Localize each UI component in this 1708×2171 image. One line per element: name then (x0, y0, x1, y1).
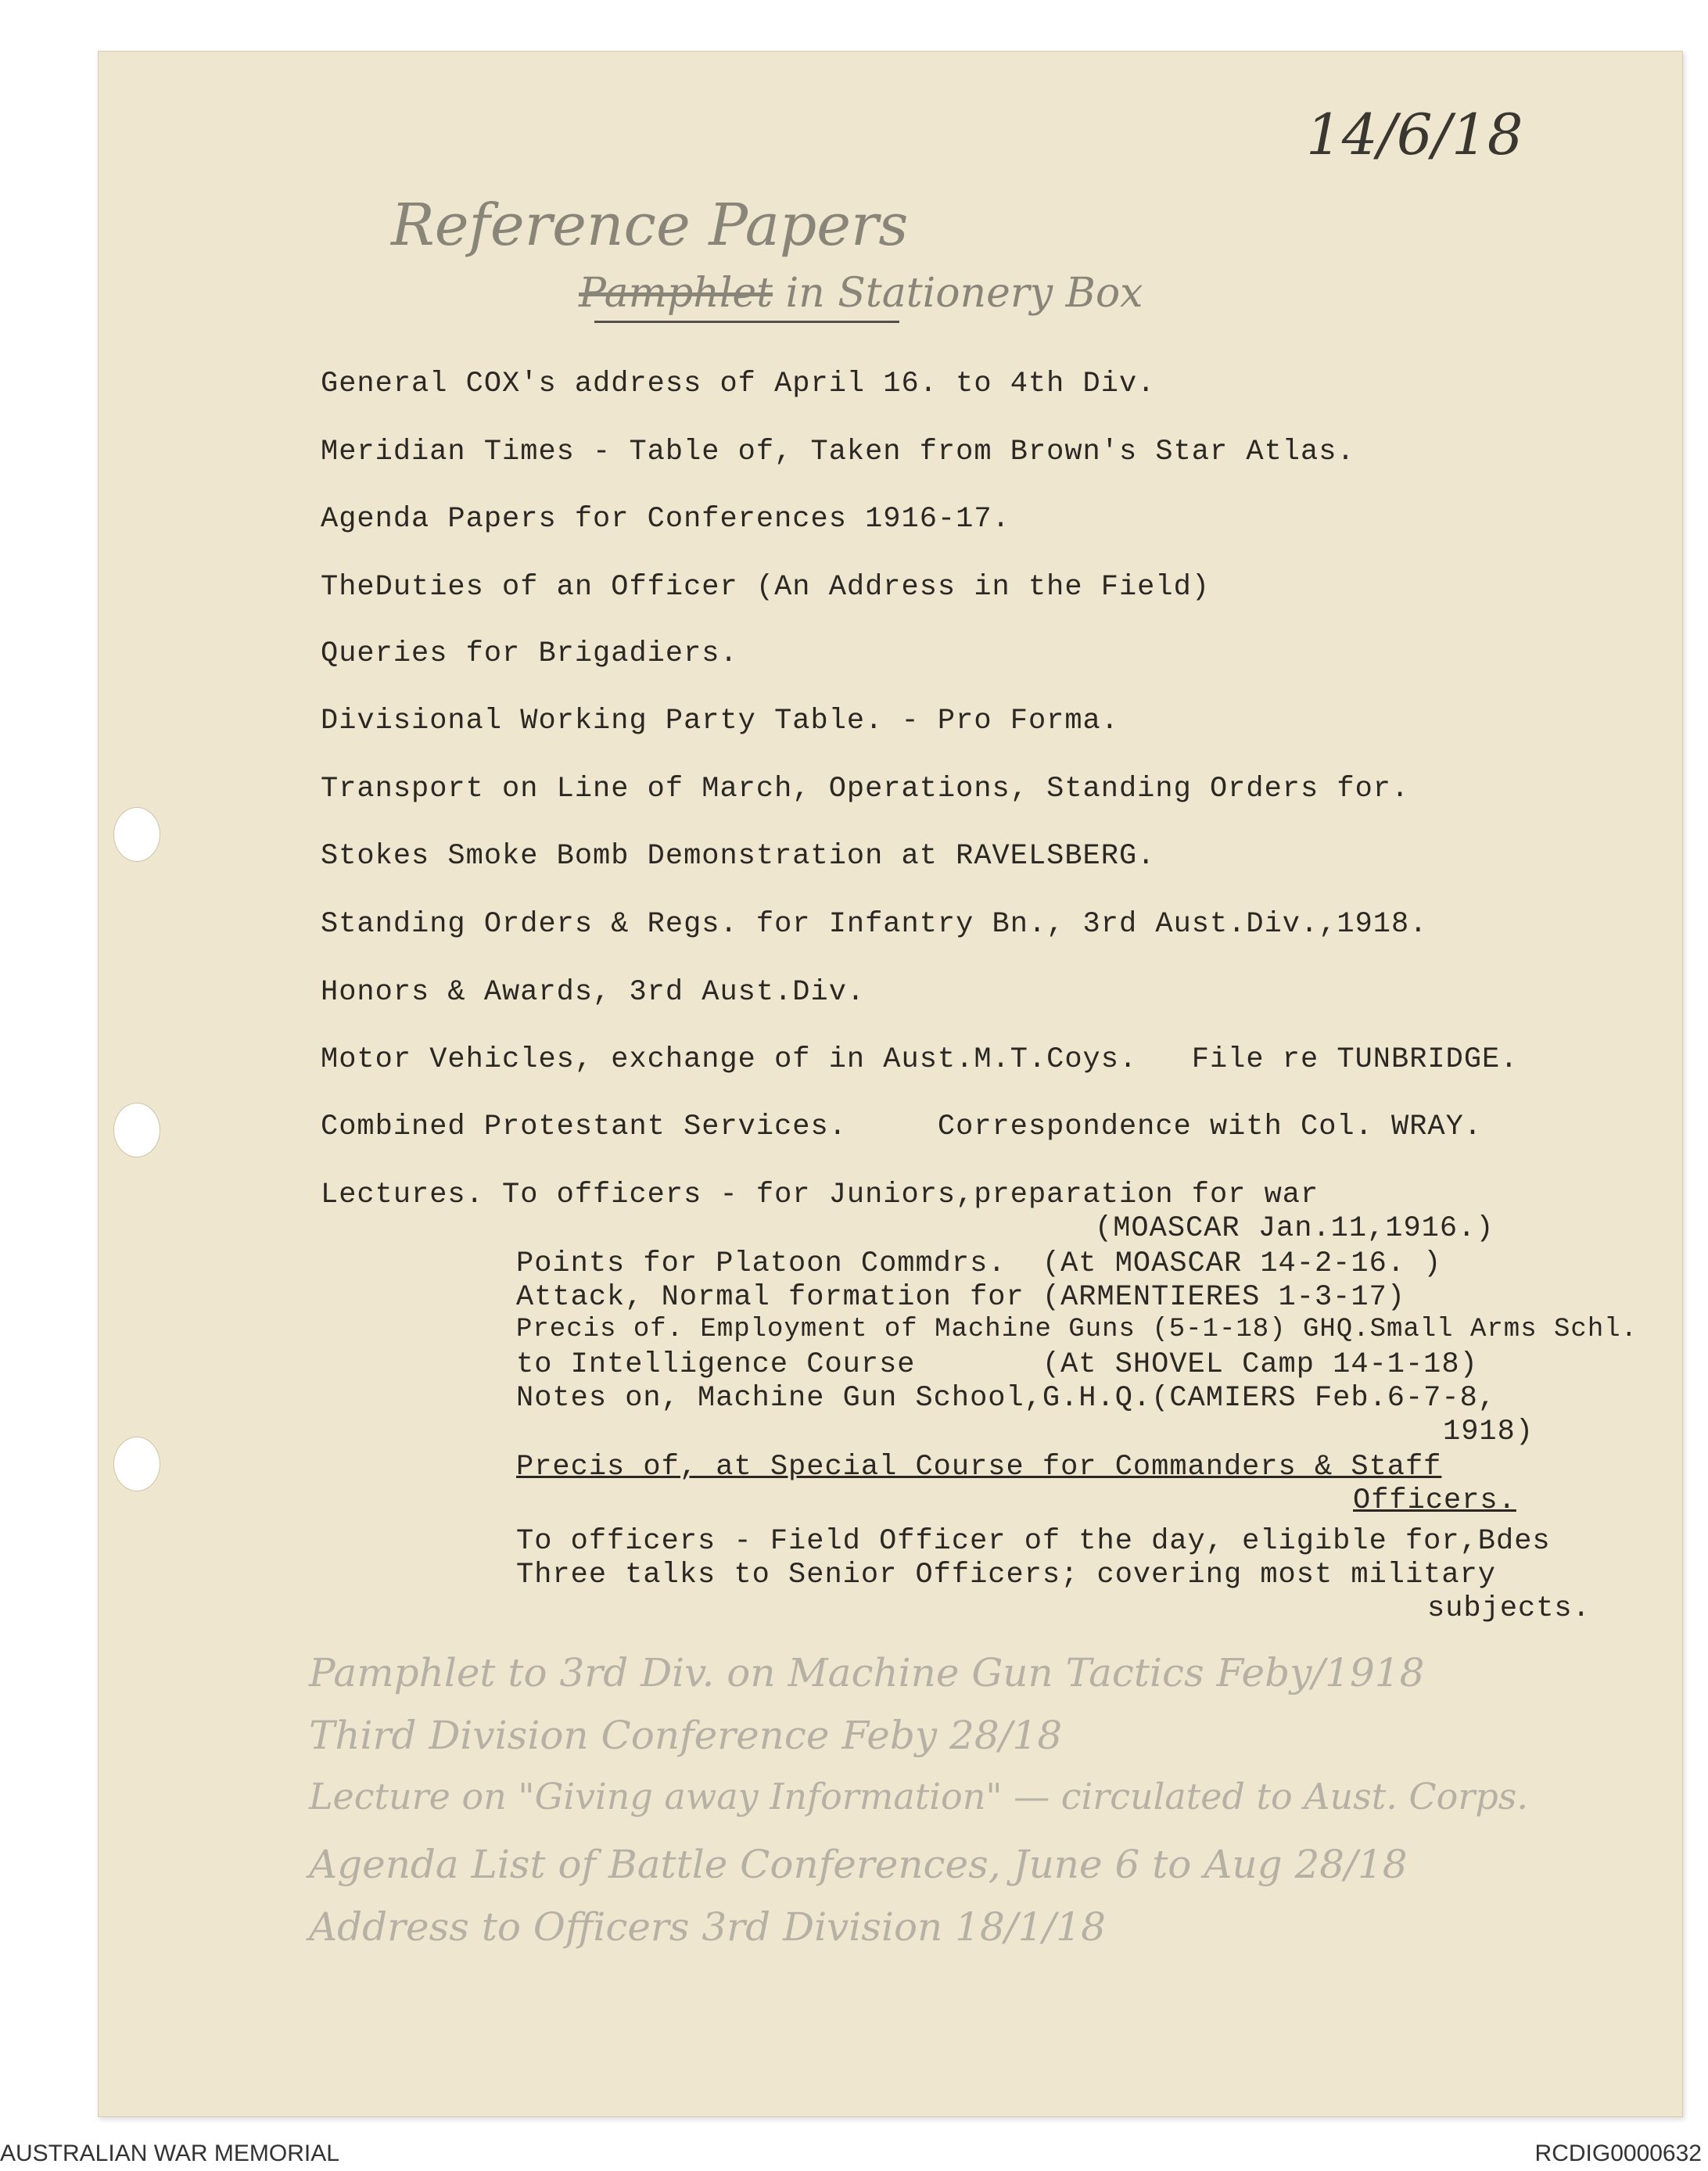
lecture-item: Precis of, at Special Course for Commanders & Staff (516, 1451, 1442, 1484)
lecture-item: Points for Platoon Commdrs. (At MOASCAR 14-2-16. ) (516, 1247, 1442, 1280)
entry-10: Motor Vehicles, exchange of in Aust.M.T.Coys. File re TUNBRIDGE. (321, 1043, 1519, 1076)
handwritten-location (579, 270, 1143, 317)
entry-11: Combined Protestant Services. Correspondence with Col. WRAY. (321, 1111, 1483, 1143)
entry-2: Agenda Papers for Conferences 1916-17. (321, 503, 1010, 536)
pencil-note: Address to Officers 3rd Division 18/1/18 (309, 1904, 1106, 1950)
lectures-heading: Lectures. To officers - for Juniors,preparation for war (321, 1179, 1319, 1211)
entry-1: Meridian Times - Table of, Taken from Brown's Star Atlas. (321, 436, 1355, 468)
handwritten-location-text: in Stationery Box (785, 270, 1143, 317)
lecture-item: 1918) (1443, 1416, 1534, 1448)
entry-4: Queries for Brigadiers. (321, 637, 738, 670)
pencil-note: Third Division Conference Feby 28/18 (309, 1713, 1063, 1758)
pencil-note: Agenda List of Battle Conferences, June 6 to Aug 28/18 (309, 1842, 1408, 1887)
lecture-item: To officers - Field Officer of the day, eligible for,Bdes (516, 1525, 1551, 1558)
entry-6: Transport on Line of March, Operations, Standing Orders for. (321, 773, 1410, 806)
handwritten-location-struck: Pamphlet (579, 270, 773, 317)
entry-0: General COX's address of April 16. to 4th Div. (321, 368, 1156, 400)
pencil-note: Lecture on "Giving away Information" — circulated to Aust. Corps. (309, 1775, 1529, 1818)
lecture-item: Attack, Normal formation for (ARMENTIERES 1-3-17) (516, 1281, 1405, 1314)
lectures-heading-note: (MOASCAR Jan.11,1916.) (1095, 1212, 1494, 1245)
lecture-item: Three talks to Senior Officers; covering most military (516, 1559, 1496, 1591)
handwritten-title: Reference Papers (391, 192, 909, 259)
lecture-item: Notes on, Machine Gun School,G.H.Q.(CAMIERS Feb.6-7-8, (516, 1382, 1496, 1415)
lecture-item: subjects. (1427, 1592, 1591, 1625)
handwritten-date: 14/6/18 (1306, 102, 1523, 167)
entry-3: TheDuties of an Officer (An Address in the Field) (321, 571, 1210, 604)
entry-9: Honors & Awards, 3rd Aust.Div. (321, 976, 866, 1009)
pencil-note: Pamphlet to 3rd Div. on Machine Gun Tactics Feby/1918 (309, 1650, 1425, 1696)
entry-5: Divisional Working Party Table. - Pro Forma. (321, 705, 1119, 737)
punch-hole (113, 1437, 160, 1491)
lecture-item: Precis of. Employment of Machine Guns (5-1-18) GHQ.Small Arms Schl. (516, 1315, 1638, 1344)
lecture-item: to Intelligence Course (At SHOVEL Camp 14-1-18) (516, 1348, 1478, 1381)
punch-hole (113, 1103, 160, 1157)
entry-8: Standing Orders & Regs. for Infantry Bn., 3rd Aust.Div.,1918. (321, 908, 1428, 941)
punch-hole (113, 807, 160, 862)
footer-right: RCDIG0000632 (1534, 2140, 1702, 2166)
entry-7: Stokes Smoke Bomb Demonstration at RAVELSBERG. (321, 840, 1156, 873)
title-underline (594, 321, 899, 323)
lecture-item: Officers. (1353, 1484, 1516, 1517)
footer-left: AUSTRALIAN WAR MEMORIAL (0, 2140, 339, 2166)
